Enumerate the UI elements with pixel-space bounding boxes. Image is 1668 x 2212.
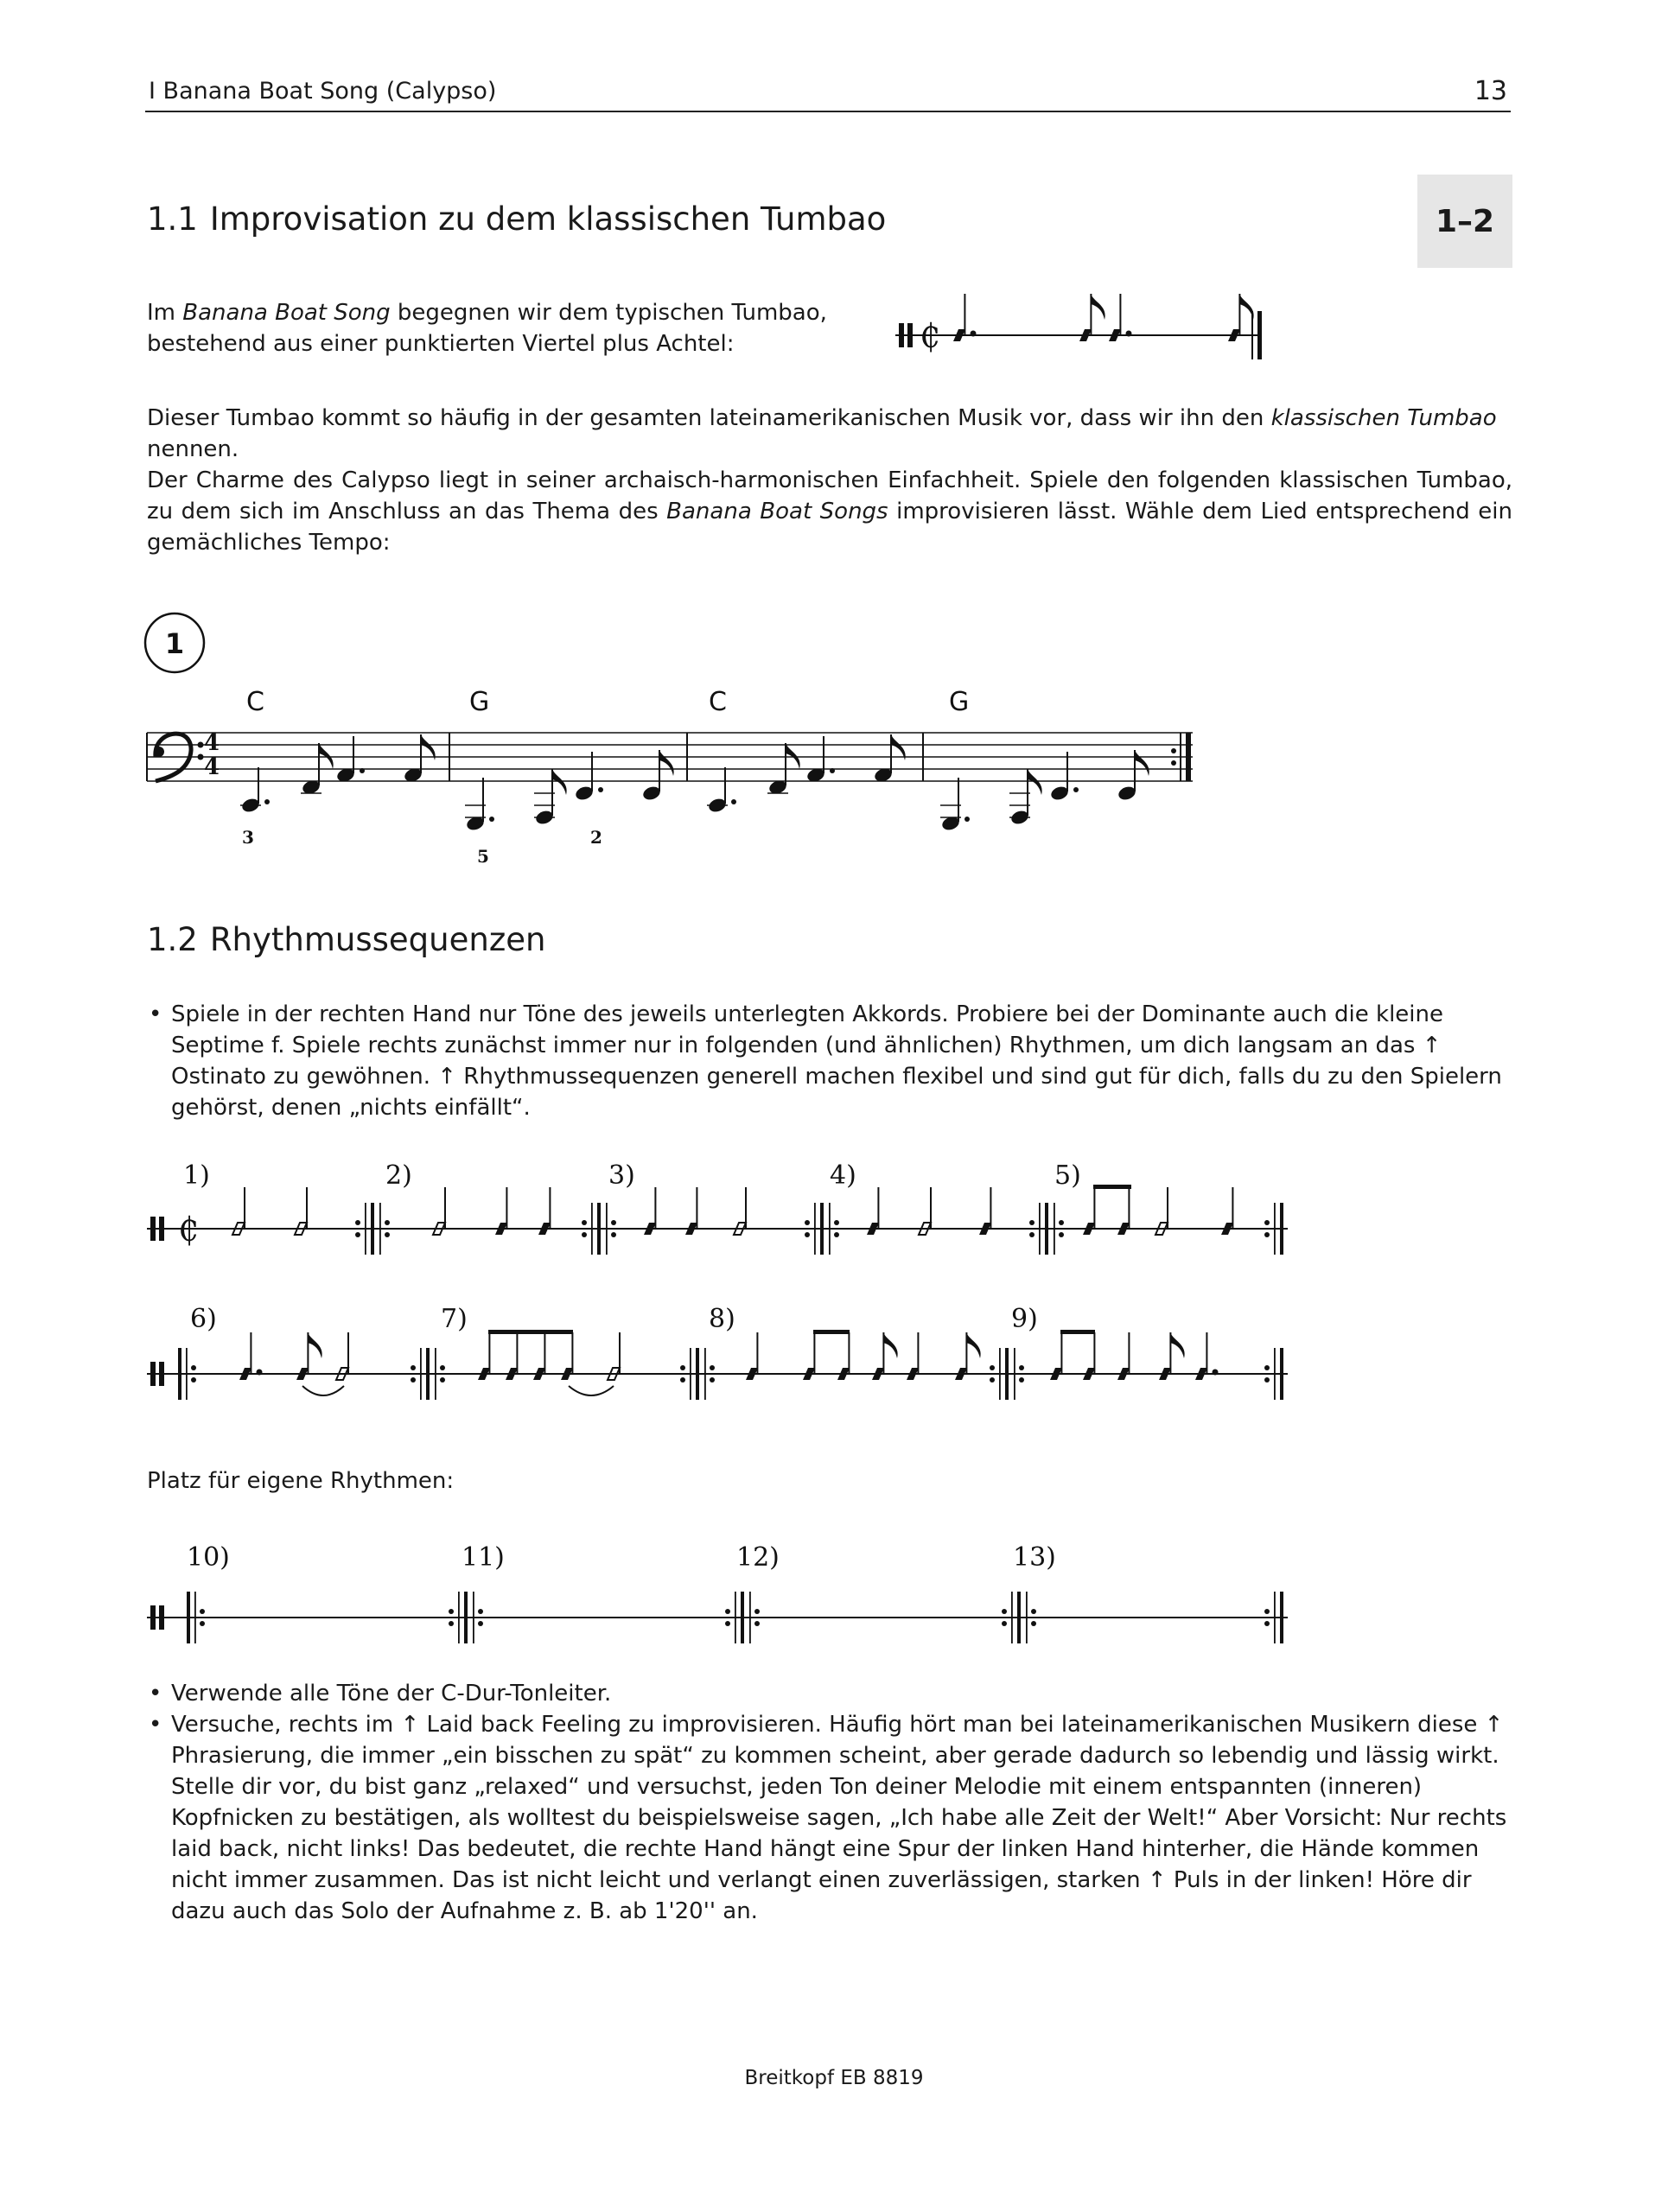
fingering: 3	[242, 827, 254, 848]
fingering: 2	[590, 827, 602, 848]
bass-note	[873, 734, 905, 784]
bass-note	[940, 778, 970, 832]
rhythm-label: 4)	[830, 1160, 856, 1191]
page-header	[145, 73, 1511, 112]
bass-note	[767, 743, 800, 796]
rhythm-label: 6)	[190, 1304, 217, 1334]
example-number: 1	[164, 627, 185, 660]
tumbao-note	[1109, 294, 1132, 341]
section-heading: Rhythmussequenzen	[209, 921, 546, 958]
tumbao-pattern	[895, 294, 1262, 359]
rhythm-label: 10)	[187, 1542, 230, 1573]
intro-paragraph	[147, 297, 856, 359]
song-title: Banana Boat Song	[182, 300, 391, 326]
chord-symbol: G	[469, 687, 490, 717]
tumbao-paragraph	[147, 403, 1512, 465]
bass-note	[301, 743, 334, 796]
rhythm-label: 3)	[608, 1160, 635, 1191]
rhythm-label: 13)	[1013, 1542, 1056, 1573]
rhythm-row-3	[147, 1542, 1288, 1643]
bass-note	[240, 767, 270, 814]
track-badge: 1–2	[1417, 175, 1512, 268]
list-item: • Verwende alle Töne der C-Dur-Tonleiter.	[147, 1678, 1512, 1709]
bass-note	[1117, 750, 1149, 802]
section-number: 1.1	[147, 200, 198, 238]
para2-suffix: nennen.	[147, 436, 239, 462]
page-number: 13	[1474, 76, 1507, 106]
song-title-2: Banana Boat Songs	[666, 499, 888, 524]
rhythm-label: 8)	[709, 1304, 735, 1334]
fingering: 5	[477, 846, 489, 867]
svg-text:₵: ₵	[920, 317, 941, 355]
calypso-paragraph	[147, 465, 1512, 558]
tumbao-note	[1079, 294, 1105, 341]
footer: Breitkopf EB 8819	[744, 2067, 924, 2089]
bass-note	[534, 769, 567, 826]
section-number: 1.2	[147, 921, 198, 958]
rhythm-label: 11)	[462, 1542, 505, 1573]
rhythm-label: 5)	[1054, 1160, 1081, 1191]
rhythm-label: 7)	[441, 1304, 468, 1334]
section-title-1-2	[147, 921, 545, 958]
instructions-list	[147, 999, 1512, 1123]
rhythm-row-2	[147, 1304, 1288, 1400]
tumbao-note	[1228, 294, 1254, 341]
section-title-1-1	[147, 200, 886, 238]
time-signature-bottom: 4	[204, 754, 220, 780]
rhythm-label: 1)	[183, 1160, 210, 1191]
time-signature-top: 4	[204, 730, 220, 756]
bass-clef	[154, 734, 204, 781]
rhythm-label: 12)	[736, 1542, 780, 1573]
bass-note	[574, 752, 603, 802]
svg-text:₵: ₵	[178, 1211, 200, 1249]
para2-prefix: Dieser Tumbao kommt so häufig in der gesamten lateinamerikanischen Musik vor, dass wir ihn den	[147, 405, 1271, 431]
bass-note	[1049, 752, 1079, 802]
running-head: I Banana Boat Song (Calypso)	[149, 78, 497, 105]
example-number-circle	[145, 613, 204, 672]
chord-symbol: G	[949, 687, 970, 717]
tips-list	[147, 1678, 1512, 1927]
para3-prefix: Der Charme des Calypso liegt in seiner archaisch-harmonischen Einfachheit. Spiele den folgenden klassischen Tumbao, zu dem sich im Anschluss an das Thema des	[147, 467, 1512, 524]
section-heading: Improvisation zu dem klassischen Tumbao	[209, 200, 887, 238]
rhythm-row-1	[147, 1160, 1288, 1255]
bass-note	[403, 734, 435, 784]
bass-note	[1009, 769, 1042, 826]
list-item: • Spiele in der rechten Hand nur Töne des jeweils unterlegten Akkords. Probiere bei der Dominante auch die kleine Septime f. Spiele rechts zunächst immer nur in folgenden (und ähnlichen) Rhythmen, um dich langsam an das ↑ Ostinato zu gewöhnen. ↑ Rhythmussequenzen generell machen flexibel und sind gut für dich, falls du zu den Spielern gehörst, denen „nichts einfällt“.	[147, 999, 1512, 1123]
rhythm-label: 9)	[1011, 1304, 1038, 1334]
chord-symbol: C	[246, 687, 264, 717]
intro-prefix: Im	[147, 300, 183, 326]
bass-note	[335, 736, 365, 784]
para3-suffix: improvisieren lässt. Wähle dem Lied entsprechend ein gemächliches Tempo:	[147, 499, 1512, 556]
chord-symbol: C	[709, 687, 727, 717]
bass-staff	[147, 733, 1193, 781]
list-item: • Versuche, rechts im ↑ Laid back Feeling zu improvisieren. Häufig hört man bei lateinamerikanischen Musikern diese ↑ Phrasierung, die immer „ein bisschen zu spät“ zu kommen scheint, aber gerade dadurch so lebendig und lässig wirkt. Stelle dir vor, du bist ganz „relaxed“ und versuchst, jeden Ton deiner Melodie mit einem entspannten (inneren) Kopfnicken zu bestätigen, als wolltest du beispielsweise sagen, „Ich habe alle Zeit der Welt!“ Aber Vorsicht: Nur rechts laid back, nicht links! Das bedeutet, die rechte Hand hängt eine Spur der linken Hand hinterher, die Hände kommen nicht immer zusammen. Das ist nicht leicht und verlangt einen zuverlässigen, starken ↑ Puls in der linken! Höre dir dazu auch das Solo der Aufnahme z. B. ab 1'20'' an.	[147, 1709, 1512, 1927]
bass-note	[707, 767, 736, 814]
tumbao-note	[953, 294, 977, 341]
intro-suffix: begegnen wir dem typischen Tumbao, bestehend aus einer punktierten Viertel plus Achtel:	[147, 300, 827, 357]
bass-note	[641, 750, 673, 802]
bass-note	[805, 736, 835, 784]
classic-tumbao-term: klassischen Tumbao	[1270, 405, 1497, 431]
final-repeat	[1171, 733, 1191, 781]
rhythm-label: 2)	[385, 1160, 412, 1191]
bass-note	[465, 778, 494, 832]
own-rhythms-label: Platz für eigene Rhythmen:	[147, 1468, 455, 1494]
